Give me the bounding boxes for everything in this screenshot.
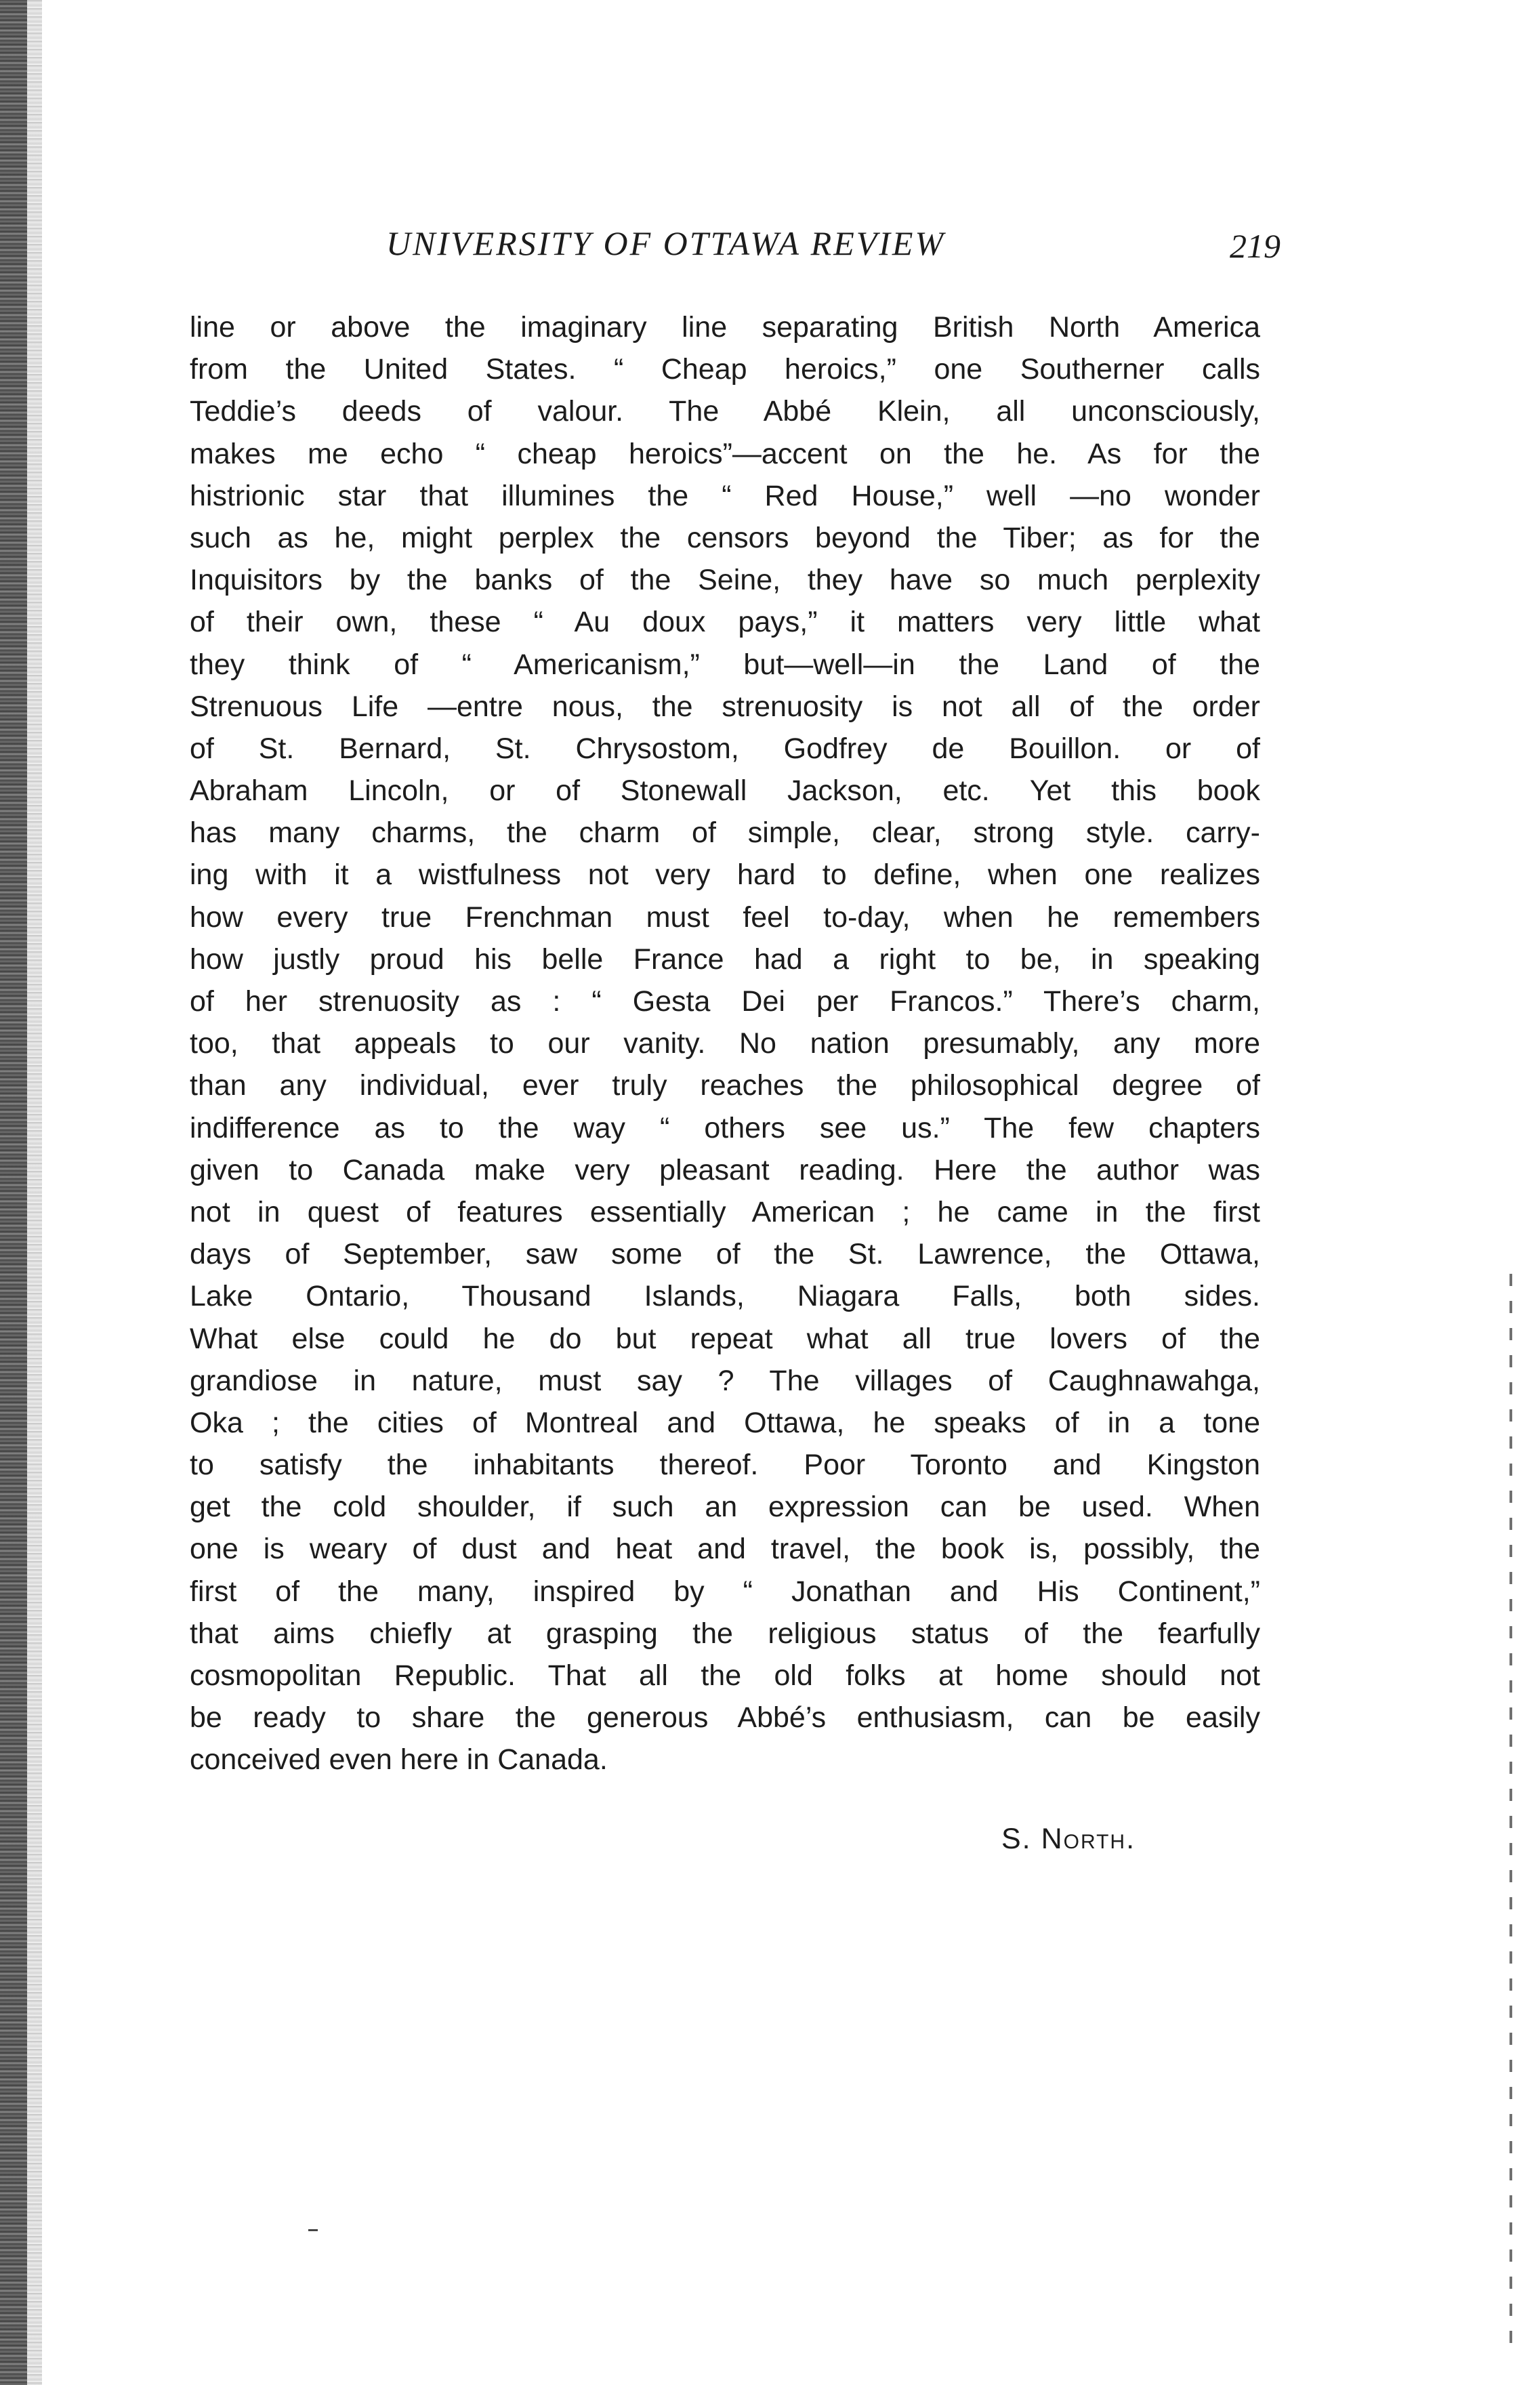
text-line: to satisfy the inhabitants thereof. Poor Toronto and Kingston	[190, 1449, 1260, 1482]
text-line: too, that appeals to our vanity. No nation presumably, any more	[190, 1027, 1260, 1060]
text-line-last: conceived even here in Canada.	[190, 1743, 608, 1777]
author-signature: S. North.	[1001, 1823, 1136, 1855]
text-line: one is weary of dust and heat and travel, the book is, possibly, the	[190, 1533, 1260, 1566]
text-line: get the cold shoulder, if such an expression can be used. When	[190, 1491, 1260, 1524]
text-line: how justly proud his belle France had a right to be, in speaking	[190, 942, 1260, 976]
text-line: ing with it a wistfulness not very hard to define, when one realizes	[190, 858, 1260, 892]
running-title: UNIVERSITY OF OTTAWA REVIEW	[386, 224, 946, 262]
text-line: Oka ; the cities of Montreal and Ottawa, he speaks of in a tone	[190, 1406, 1260, 1439]
text-line: Inquisitors by the banks of the Seine, they have so much perplexity	[190, 564, 1260, 597]
page-edge-marks	[1510, 1274, 1512, 2358]
footer-dash	[308, 2229, 318, 2231]
text-line: of St. Bernard, St. Chrysostom, Godfrey de Bouillon. or of	[190, 732, 1260, 765]
text-line: line or above the imaginary line separating British North America	[190, 311, 1260, 344]
binding-shadow	[27, 0, 42, 2385]
binding-edge	[0, 0, 27, 2385]
text-line: has many charms, the charm of simple, clear, strong style. carry-	[190, 816, 1260, 850]
text-line: given to Canada make very pleasant reading. Here the author was	[190, 1153, 1260, 1186]
text-line: Lake Ontario, Thousand Islands, Niagara Falls, both sides.	[190, 1280, 1260, 1313]
text-line: of her strenuosity as : “ Gesta Dei per Francos.” There’s charm,	[190, 985, 1260, 1018]
text-line: not in quest of features essentially American ; he came in the first	[190, 1195, 1260, 1228]
text-line: Abraham Lincoln, or of Stonewall Jackson, etc. Yet this book	[190, 774, 1260, 808]
text-line: makes me echo “ cheap heroics”—accent on the he. As for the	[190, 437, 1260, 470]
text-line: of their own, these “ Au doux pays,” it matters very little what	[190, 606, 1260, 639]
text-line: What else could he do but repeat what all true lovers of the	[190, 1322, 1260, 1355]
text-line: cosmopolitan Republic. That all the old folks at home should not	[190, 1659, 1260, 1692]
text-line: how every true Frenchman must feel to-day, when he remembers	[190, 900, 1260, 934]
text-line: be ready to share the generous Abbé’s enthusiasm, can be easily	[190, 1701, 1260, 1735]
text-line: indifference as to the way “ others see us.” The few chapters	[190, 1111, 1260, 1144]
text-line: Teddie’s deeds of valour. The Abbé Klein, all unconsciously,	[190, 395, 1260, 428]
text-line: they think of “ Americanism,” but—well—in the Land of the	[190, 648, 1260, 681]
text-line: that aims chiefly at grasping the religious status of the fearfully	[190, 1617, 1260, 1650]
text-line: days of September, saw some of the St. Lawrence, the Ottawa,	[190, 1238, 1260, 1271]
text-line: first of the many, inspired by “ Jonathan and His Continent,”	[190, 1575, 1260, 1608]
text-line: than any individual, ever truly reaches the philosophical degree of	[190, 1069, 1260, 1102]
text-line: histrionic star that illumines the “ Red House,” well —no wonder	[190, 479, 1260, 512]
text-line: from the United States. “ Cheap heroics,” one Southerner calls	[190, 353, 1260, 386]
text-line: such as he, might perplex the censors beyond the Tiber; as for the	[190, 521, 1260, 554]
text-line: Strenuous Life —entre nous, the strenuosity is not all of the order	[190, 690, 1260, 723]
page-number: 219	[1230, 227, 1281, 265]
body-text	[190, 306, 1260, 1781]
page-header	[386, 224, 1281, 278]
text-line: grandiose in nature, must say ? The villages of Caughnawahga,	[190, 1364, 1260, 1397]
